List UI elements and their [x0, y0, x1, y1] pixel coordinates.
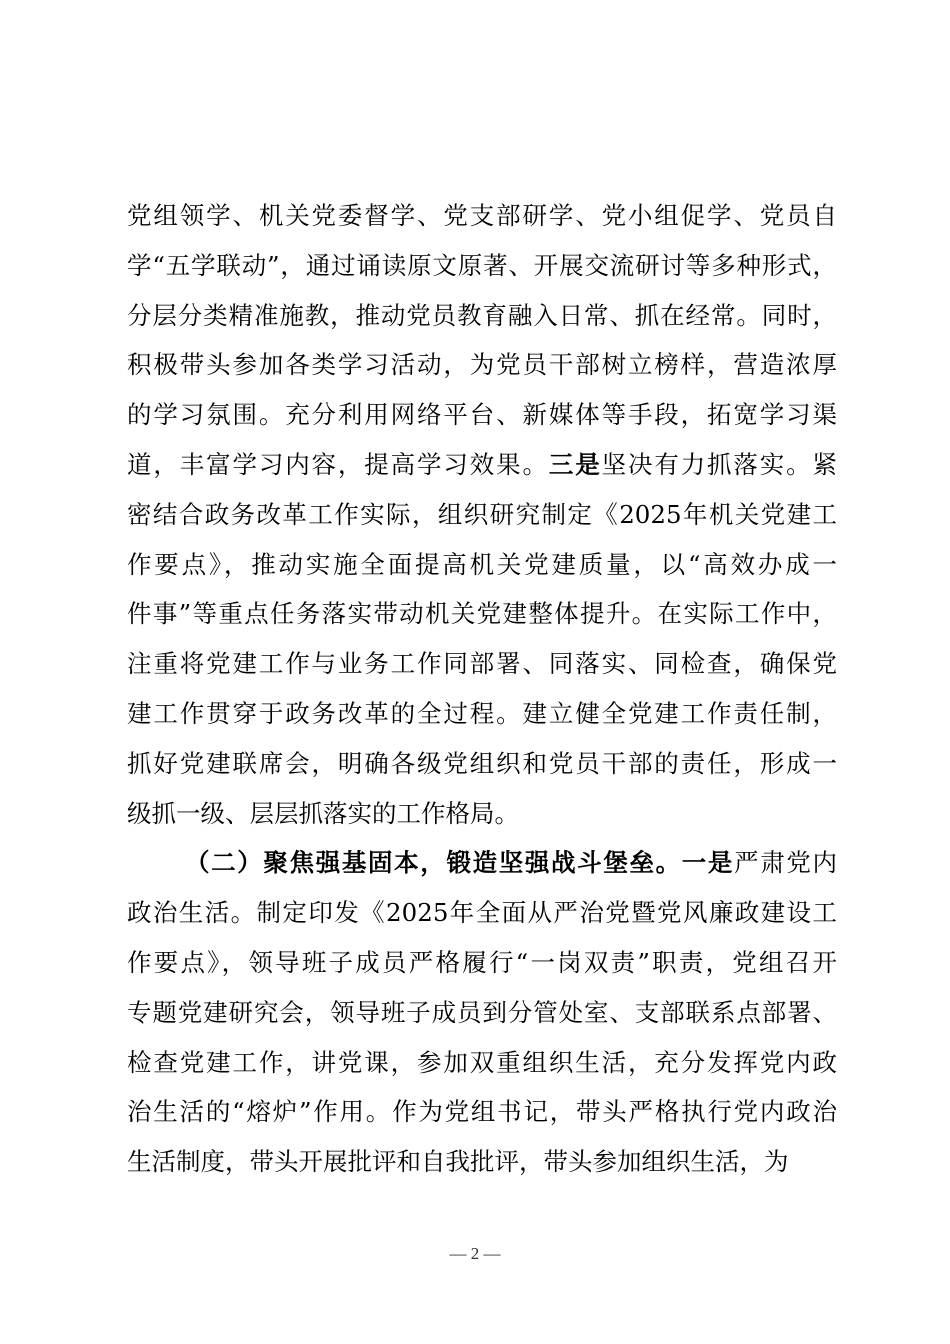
text-line — [127, 241, 837, 291]
bold-text: 一是 — [681, 848, 735, 878]
text-run: 党组领学、机关党委督学、党支部研学、党小组促学、党员自 — [127, 201, 837, 230]
bold-text: （二）聚焦强基固本，锻造坚强战斗堡垒。 — [185, 848, 682, 878]
text-line — [127, 340, 837, 390]
text-run: 注重将党建工作与业务工作同部署、同落实、同检查，确保党 — [127, 649, 837, 679]
text-run: 学“五学联动”，通过诵读原文原著、开展交流研讨等多种形式， — [127, 250, 837, 280]
text-line — [127, 789, 837, 839]
text-line — [127, 639, 837, 689]
text-run: 政治生活。制定印发《2025年全面从严治党暨党风廉政建设工 — [127, 898, 837, 928]
text-run: 积极带头参加各类学习活动，为党员干部树立榜样，营造浓厚 — [127, 350, 837, 380]
text-run: 治生活的“熔炉”作用。作为党组书记，带头严格执行党内政治 — [127, 1097, 837, 1127]
text-line — [127, 589, 837, 639]
text-run: 分层分类精准施教，推动党员教育融入日常、抓在经常。同时， — [127, 300, 837, 330]
text-line — [127, 191, 837, 241]
text-line — [127, 291, 837, 341]
text-line — [127, 938, 837, 988]
text-line — [127, 440, 837, 490]
body-text — [127, 191, 837, 1187]
text-run: 坚决有力抓落实。紧 — [601, 449, 838, 479]
text-line — [127, 988, 837, 1038]
text-run: 作要点》，推动实施全面提高机关党建质量，以“高效办成一 — [127, 549, 837, 579]
text-line — [127, 1137, 837, 1187]
text-line — [127, 390, 837, 440]
text-line — [127, 838, 837, 888]
text-run: 抓好党建联席会，明确各级党组织和党员干部的责任，形成一 — [127, 748, 837, 778]
text-run: 密结合政务改革工作实际，组织研究制定《2025年机关党建工 — [127, 499, 837, 529]
text-run: 道，丰富学习内容，提高学习效果。 — [127, 449, 549, 479]
page-number: — 2 — — [449, 1244, 501, 1263]
text-run: 检查党建工作，讲党课，参加双重组织生活，充分发挥党内政 — [127, 1047, 837, 1077]
text-run: 严肃党内 — [734, 848, 838, 878]
text-line — [127, 1038, 837, 1088]
text-run: 级抓一级、层层抓落实的工作格局。 — [127, 798, 519, 828]
text-run: 件事”等重点任务落实带动机关党建整体提升。在实际工作中， — [127, 599, 837, 629]
text-line — [127, 888, 837, 938]
bold-text: 三是 — [548, 449, 602, 479]
text-run: 的学习氛围。充分利用网络平台、新媒体等手段，拓宽学习渠 — [127, 400, 837, 430]
text-line — [127, 540, 837, 590]
text-line — [127, 1087, 837, 1137]
text-run: 作要点》，领导班子成员严格履行“一岗双责”职责，党组召开 — [127, 947, 837, 977]
text-run: 专题党建研究会，领导班子成员到分管处室、支部联系点部署、 — [127, 997, 837, 1027]
text-run: 建工作贯穿于政务改革的全过程。建立健全党建工作责任制， — [127, 698, 837, 728]
text-line — [127, 689, 837, 739]
text-line — [127, 739, 837, 789]
text-run: 生活制度，带头开展批评和自我批评，带头参加组织生活，为 — [127, 1147, 789, 1177]
text-line — [127, 490, 837, 540]
